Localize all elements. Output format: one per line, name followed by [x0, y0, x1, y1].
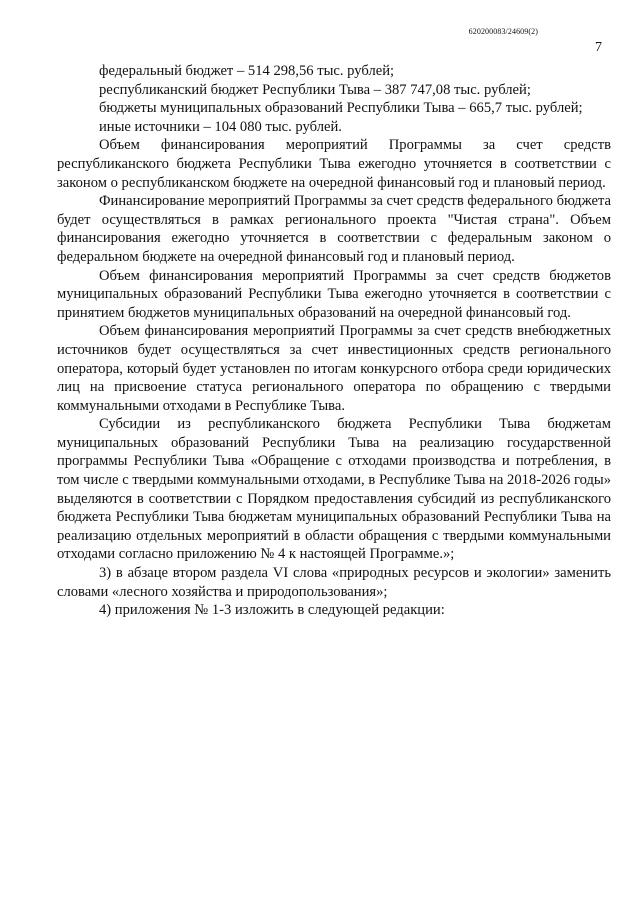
budget-line-other: иные источники – 104 080 тыс. рублей. [99, 118, 342, 135]
paragraph-federal-budget: Финансирование мероприятий Программы за счет средств федерального бюджета будет осуществляться в рамках регионального проекта "Чистая страна". Объем финансирования ежегодно уточняется в соответствии с федеральным законом о федеральном бюджете на очередной финансовый год и плановый период. [57, 193, 612, 265]
document-body [57, 62, 611, 620]
paragraph-amendment-4: 4) приложения № 1-3 изложить в следующей редакции: [99, 602, 445, 619]
budget-line-federal: федеральный бюджет – 514 298,56 тыс. рублей; [99, 63, 395, 79]
paragraph-municipal-budget: Объем финансирования мероприятий Программы за счет средств бюджетов муниципальных образований Республики Тыва ежегодно уточняется в соответствии с принятием бюджетов муниципальных образований на очередной финансовый год. [57, 267, 611, 321]
paragraph-subsidies: Субсидии из республиканского бюджета Республики Тыва бюджетам муниципальных образований Республики Тыва на реализацию государственной программы Республики Тыва «Обращение с отходами производства и потребления, в том числе с твердыми коммунальными отходами, в Республике Тыва на 2018-2026 годы» выделяются в соответствии с Порядком предоставления субсидий из республиканского бюджета Республики Тыва бюджетам муниципальных образований Республики Тыва на реализацию отдельных мероприятий в области обращения с твердыми коммунальными отходами согласно приложению № 4 к настоящей Программе.»; [57, 416, 611, 563]
budget-line-municipal: бюджеты муниципальных образований Республики Тыва – 665,7 тыс. рублей; [99, 100, 583, 117]
paragraph-amendment-3: 3) в абзаце втором раздела VI слова «природных ресурсов и экологии» заменить словами «лесного хозяйства и природопользования»; [57, 565, 611, 600]
budget-line-republic: республиканский бюджет Республики Тыва – 387 747,08 тыс. рублей; [99, 81, 531, 98]
paragraph-extrabudgetary: Объем финансирования мероприятий Программы за счет средств внебюджетных источников будет осуществляться за счет инвестиционных средств регионального оператора, который будет установлен по итогам конкурсного отбора среди юридических лиц на присвоение статуса регионального оператора по обращению с твердыми коммунальными отходами в Республике Тыва. [57, 323, 611, 414]
page-number: 7 [595, 40, 602, 55]
document-id: 620200083/24609(2) [468, 27, 538, 36]
paragraph-republican-budget: Объем финансирования мероприятий Программы за счет средств республиканского бюджета Республики Тыва ежегодно уточняется в соответствии с законом о республиканском бюджете на очередной финансовый год и плановый период. [57, 137, 611, 191]
